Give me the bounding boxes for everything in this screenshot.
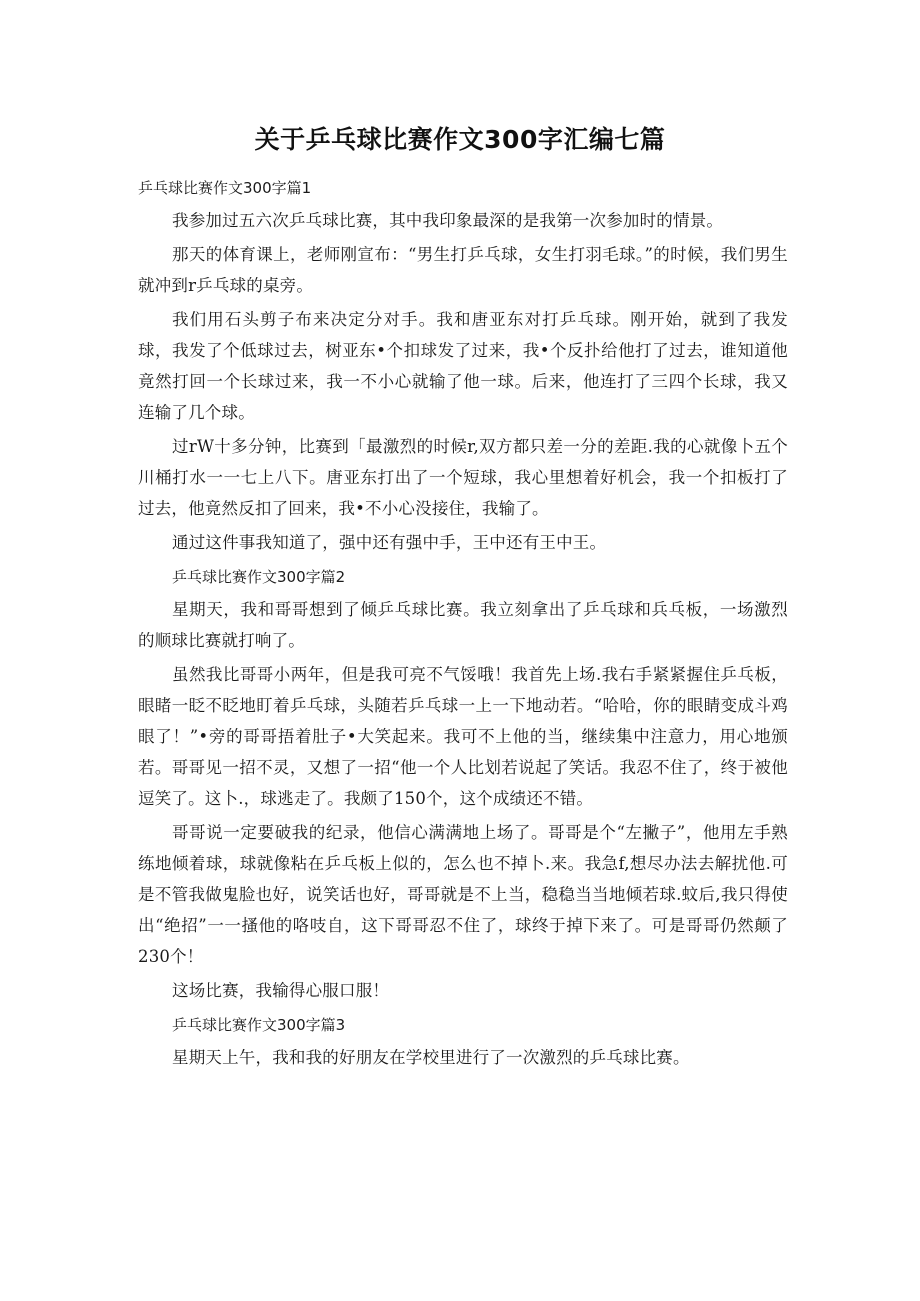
paragraph: 哥哥说一定要破我的纪录，他信心满满地上场了。哥哥是个“左撇子”，他用左手熟练地倾着球，球就像粘在乒乓板上似的，怎么也不掉卜.来。我急f,想尽办法去解扰他.可是不管我做鬼脸也好，说笑话也好，哥哥就是不上当，稳稳当当地倾若球.蚊后,我只得使出“绝招”一一搔他的咯吱自，这下哥哥忍不住了，球终于掉下来了。可是哥哥仍然颠了230个！ — [138, 823, 788, 966]
paragraph: 星期天上午，我和我的好朋友在学校里进行了一次激烈的乒乓球比赛。 — [172, 1048, 690, 1067]
paragraph: 星期天，我和哥哥想到了倾乒乓球比赛。我立刻拿出了乒乓球和兵乓板，一场激烈的顺球比赛就打响了。 — [138, 600, 788, 650]
section-heading: 乒乓球比赛作文300字篇2 — [172, 568, 346, 586]
document-title: 关于乒乓球比赛作文300字汇编七篇 — [254, 125, 666, 154]
paragraph: 过rW十多分钟，比赛到「最激烈的时候r,双方都只差一分的差距.我的心就像卜五个川桶打水一一七上八下。唐亚东打出了一个短球，我心里想着好机会，我一个扣板打了过去，他竟然反扣了回来，我•不小心没接住，我输了。 — [138, 437, 788, 518]
paragraph: 这场比赛，我输得心服口服！ — [172, 981, 390, 1000]
paragraph: 虽然我比哥哥小两年，但是我可亮不气馁哦！我首先上场.我右手紧紧握住乒乓板，眼睹一眨不眨地盯着乒乓球，头随若乒乓球一上一下地动若。“哈哈，你的眼睛变成斗鸡眼了！”•旁的哥哥捂着肚子•大笑起来。我可不上他的当，继续集中注意力，用心地颁若。哥哥见一招不灵，又想了一招“他一个人比划若说起了笑话。我忍不住了，终于被他逗笑了。这卜.，球逃走了。我颇了150个，这个成绩还不错。 — [138, 665, 788, 808]
paragraph: 通过这件事我知道了，强中还有强中手，王中还有王中王。 — [172, 533, 607, 552]
paragraph: 我参加过五六次乒乓球比赛，其中我印象最深的是我第一次参加时的情景。 — [172, 211, 724, 230]
paragraph: 我们用石头剪子布来决定分对手。我和唐亚东对打乒乓球。刚开始，就到了我发球，我发了个低球过去，树亚东•个扣球发了过来，我•个反扑给他打了过去，谁知道他竟然打回一个长球过来，我一不小心就输了他一球。后来，他连打了三四个长球，我又连输了几个球。 — [138, 310, 788, 422]
section-heading: 乒乓球比赛作文300字篇3 — [172, 1016, 346, 1034]
section-heading: 乒乓球比赛作文300字篇1 — [138, 179, 312, 197]
document-body — [138, 172, 788, 1076]
paragraph: 那天的体育课上，老师刚宣布：“男生打乒乓球，女生打羽毛球。”的时候，我们男生就冲到r乒乓球的桌旁。 — [138, 245, 788, 295]
